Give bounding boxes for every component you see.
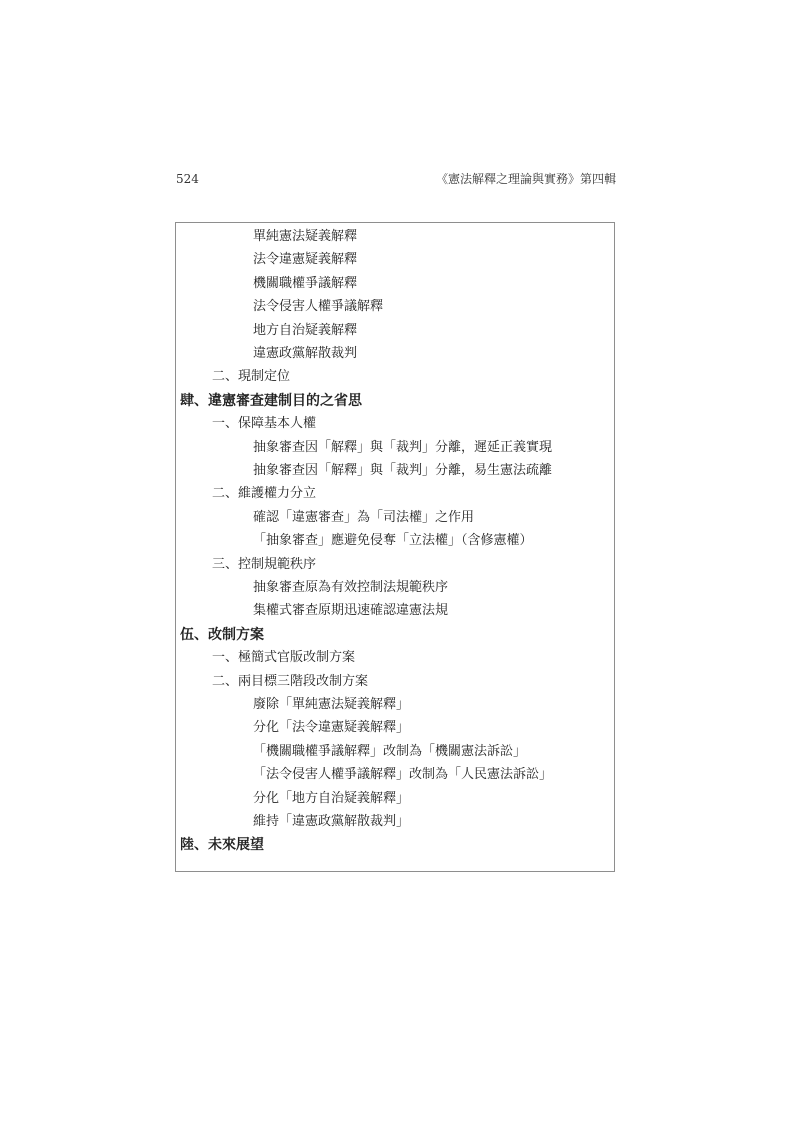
outline-item: 「機關職權爭議解釋」改制為「機關憲法訴訟」 [253, 743, 527, 759]
subsection-heading: 二、兩目標三階段改制方案 [212, 673, 369, 689]
outline-item: 抽象審查因「解釋」與「裁判」分離，遲延正義實現 [253, 439, 553, 455]
outline-item: 廢除「單純憲法疑義解釋」 [253, 697, 410, 712]
page-header [176, 170, 616, 188]
outline-item: 單純憲法疑義解釋 [253, 229, 358, 244]
outline-item: 維持「違憲政黨解散裁判」 [253, 814, 410, 829]
outline-item: 抽象審查因「解釋」與「裁判」分離，易生憲法疏離 [253, 463, 553, 478]
subsection-heading: 三、控制規範秩序 [212, 556, 317, 572]
subsection-heading: 二、維護權力分立 [212, 486, 317, 502]
subsection-heading: 二、現制定位 [212, 369, 291, 385]
running-title: 《憲法解釋之理論與實務》第四輯 [435, 172, 616, 186]
outline-item: 分化「法令違憲疑義解釋」 [253, 720, 410, 736]
outline-box [175, 222, 615, 872]
page-number: 524 [176, 172, 199, 186]
outline-item: 法令侵害人權爭議解釋 [253, 299, 384, 315]
subsection-heading: 一、保障基本人權 [212, 416, 317, 432]
outline-item: 機關職權爭議解釋 [253, 275, 358, 291]
outline-item: 「法令侵害人權爭議解釋」改制為「人民憲法訴訟」 [253, 767, 553, 783]
outline-item: 違憲政黨解散裁判 [253, 346, 358, 361]
outline-item: 「抽象審查」應避免侵奪「立法權」（含修憲權） [253, 533, 533, 549]
outline-item: 集權式審查原期迅速確認違憲法規 [253, 603, 449, 619]
section-heading: 陸、未來展望 [180, 837, 264, 854]
outline-item: 地方自治疑義解釋 [253, 322, 358, 338]
outline-item: 抽象審查原為有效控制法規範秩序 [253, 580, 449, 595]
section-heading: 伍、改制方案 [180, 626, 264, 643]
outline-item: 確認「違憲審查」為「司法權」之作用 [253, 509, 475, 525]
section-heading: 肆、違憲審查建制目的之省思 [180, 392, 362, 409]
outline-item: 法令違憲疑義解釋 [253, 252, 358, 268]
outline-item: 分化「地方自治疑義解釋」 [253, 790, 410, 806]
subsection-heading: 一、極簡式官版改制方案 [212, 650, 356, 666]
